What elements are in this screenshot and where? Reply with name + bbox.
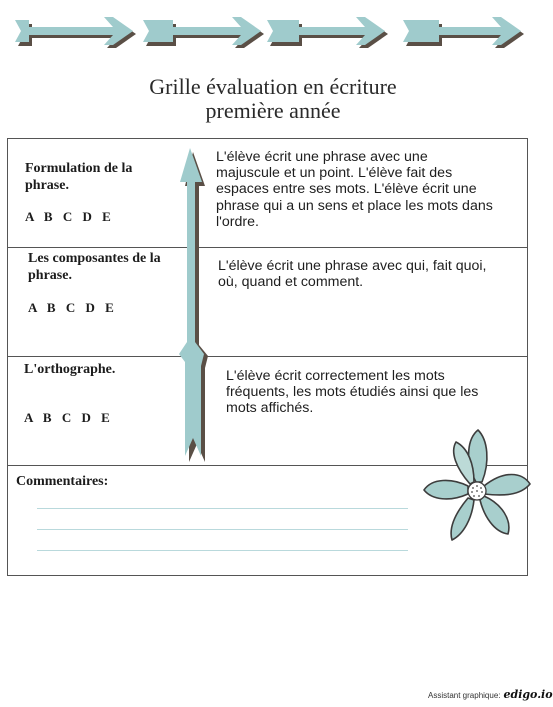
arrow-right-icon bbox=[400, 14, 530, 50]
comment-line[interactable] bbox=[37, 550, 408, 551]
page-title: Grille évaluation en écriture bbox=[149, 74, 397, 99]
comment-line[interactable] bbox=[37, 529, 408, 530]
criterion-description: L'élève écrit une phrase avec qui, fait quoi, où, quand et comment. bbox=[218, 258, 487, 291]
arrow-right-icon bbox=[140, 14, 270, 50]
arrow-up-icon bbox=[176, 144, 216, 460]
grade-scale: A B C D E bbox=[24, 410, 111, 425]
criterion-label: L'orthographe. bbox=[24, 362, 116, 377]
grade-scale: A B C D E bbox=[25, 209, 112, 224]
criterion-description: L'élève écrit une phrase avec une majuscule et un point. L'élève fait des espaces entre ses mots. L'élève écrit une phrase qui a un sens et place les mots dans l'ordre. bbox=[216, 149, 493, 230]
arrow-right-icon bbox=[264, 14, 394, 50]
comment-line[interactable] bbox=[37, 508, 408, 509]
criterion-description: L'élève écrit correctement les mots fréquents, les mots étudiés ainsi que les mots affichés. bbox=[226, 368, 479, 417]
row-divider bbox=[7, 356, 528, 357]
comments-label: Commentaires: bbox=[16, 474, 109, 489]
criterion-label: Les composantes de la phrase. bbox=[28, 251, 161, 283]
row-divider bbox=[7, 247, 528, 248]
brand-logo[interactable]: edigo.io bbox=[503, 688, 553, 701]
page-subtitle: première année bbox=[205, 98, 341, 123]
footer-prefix: Assistant graphique: bbox=[428, 691, 501, 700]
footer-credit bbox=[428, 688, 553, 701]
flower-icon bbox=[420, 428, 532, 556]
grade-scale: A B C D E bbox=[28, 300, 115, 315]
arrow-right-icon bbox=[12, 14, 142, 50]
criterion-label: Formulation de la phrase. bbox=[25, 161, 133, 193]
